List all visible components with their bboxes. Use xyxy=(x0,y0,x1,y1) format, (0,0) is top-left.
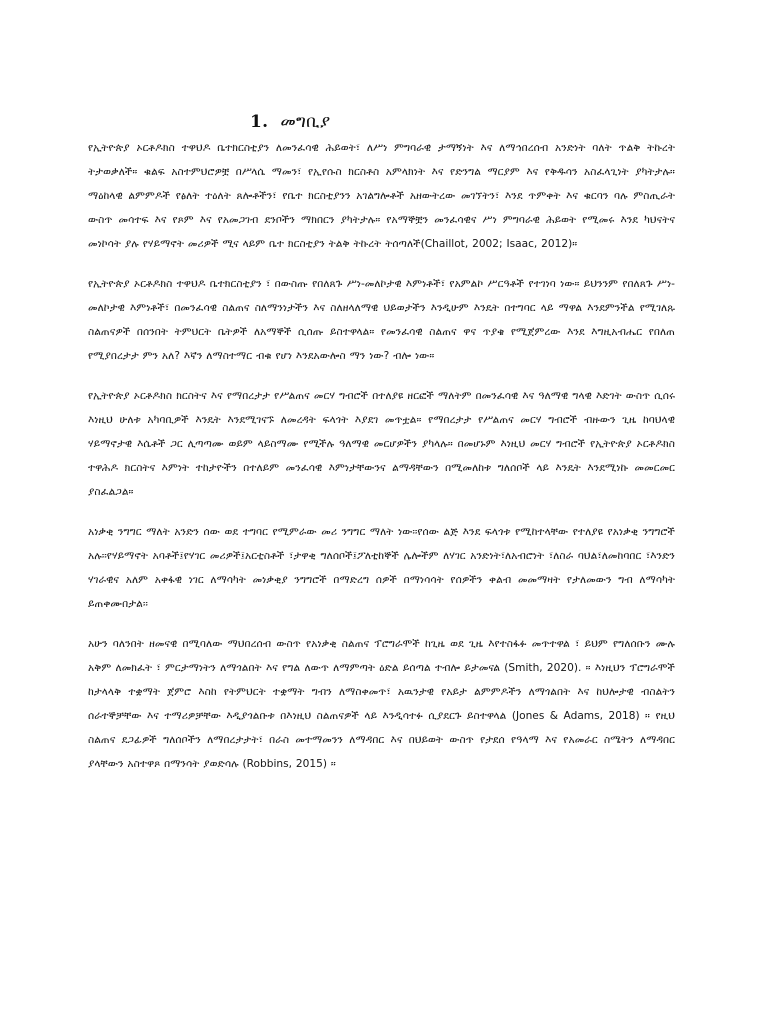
paragraph-2: የኢትዮጵያ ኦርቶዶክስ ተዋህዶ ቤተክርስቲያን ፣ በውስጡ የበለጸጉ ሥነ-መለኮታዊ እምነቶች፣ የአምልኮ ሥርዓቶች የተገነባ ነው። ይህንንም የበለጸጉ ሥነ-መለኮታዊ እምነቶች፣ በመንፈሳዊ ስልጠና ስለማንነታችን እና ስለዘላለማዊ ህይወታችን እንዲሁም እንዴት በተግባር ላይ ማዋል እንደምንችል የሚገለጹ ስልጠናዎች በሰንበት ትምህርት ቤትዎች ለአማኞች ሲሰጡ ይስተዋላል። የመንፈሳዊ ስልጠና ዋና ጥያቄ የሚጀምረው እንደ እግዚአብሔር የበለጠ የሚያበረታታ ምን አለ? እኛን ለማስተማር ብቁ የሆነ እንደአውሎስ ማን ነው? ብሎ ነው። xyxy=(88,278,675,362)
section-title: መግቢያ xyxy=(280,112,331,132)
section-heading xyxy=(250,112,330,132)
paragraph-1: የኢትዮጵያ ኦርቶዶክስ ተዋህዶ ቤተክርስቲያን ለመንፈሳዊ ሕይወት፣ ለሥነ ምግባራዊ ታማኝነት እና ለማኅበረሰብ አንድነት ባለት ጥልቅ ትኩረት ትታወቃለች። ቁልፍ አስተምህሮዎቿ በሥላሴ ማመን፣ የኢየሱስ ክርስቶስ አምላክነት እና የድንግል ማርያም እና የቅዱሳን አስፈላጊነት ያካትታሉ። ማዕከላዊ ልምምዶች የፅለት ተዕለት ጸሎቶችን፣ የቤተ ክርስቲያንን አገልግሎቶች አዘውትረው መገኘትን፣ እንደ ጥምቀት እና ቁርባን ባሉ ምስጢራት ውስጥ መሳተፍ እና የጾም እና የአመጋገብ ደንቦችን ማክበርን ያካትታሉ። የአማኞቿን መንፈሳዊና ሥነ ምግባራዊ ሕይወት የሚመሩ እንደ ካህናትና መነኮሳት ያሉ የሃይማኖት መሪዎች ሚና ላይም ቤተ ክርስቲያን ትልቅ ትኩረት ትሰጣለች(Chaillot, 2002; Isaac, 2012)። xyxy=(88,142,675,250)
paragraph-5: አሁን ባለንበት ዘመናዊ በሚባለው ማህበረሰብ ውስጥ የአነቃቂ ስልጠና ፕሮግራሞች ከጊዜ ወደ ጊዜ እየተስፋፉ መጥተዋል ፣ ይህም የግለሰቡን ሙሉ አቅም ለመክፈት ፣ ምርታማነትን ለማጎልበት እና የግል ለውጥ ለማምጣት ዕድል ይሰጣል ተብሎ ይታመናል (Smith, 2020). ። እነዚህን ፕሮግራሞች ከታላላቅ ተቋማት ጀምሮ እስከ የትምህርት ተቋማት ግብን ለማስቀመጥ፣ አዉንታዊ የአይታ ልምምዶችን ለማጎልበት እና ከህሎታዊ ብስልትን ሰራተኞቻቸው እና ተማሪዎቻቸው እዲያጎልቡቱ በእነዚህ ስልጠናዎች ላይ እንዲሳተፉ ሲያደርጉ ይስተዋላል (Jones & Adams, 2018) ። የዚህ ስልጠና ደጋፊዎች ግለሰቦችን ለማበረታታት፣ በራስ መተማመንን ለማዳበር እና በህይወት ውስጥ የታደሰ የዓላማ እና የአመራር ስሜትን ለማዳበር ያላቸውን አስተዋጾ በማንሳት ያወድሳሉ (Robbins, 2015) ። xyxy=(88,638,675,770)
paragraph-3: የኢትዮጵያ ኦርቶዶክስ ክርስትና እና የማበረታታ የሥልጠና መርሃ ግብሮች በተለያዩ ዘርፎች ማለትም በመንፈሳዊ እና ዓለማዊ ግላዊ እድገት ውስጥ ሲሰሩ እነዚህ ሁለቱ አካባቢዎች እንዴት እንደሚገናኙ ለመረዳት ፍላጎት እያደገ መጥቷል። የማበረታታ የሥልጠና መርሃ ግብሮች ብዙውን ጊዜ ከባህላዊ ሃይማኖታዊ እሴቶች ጋር ሊጣጣሙ ወይም ላይስማሙ የሚችሉ ዓለማዊ መርሆዎችን ያካላሉ። በመሆኑም እነዚህ መርሃ ግብሮች የኢትዮጵያ ኦርቶዶክስ ተዋሕዶ ክርስትና እምነት ተከታዮችን በተለይም መንፈሳዊ እምነታቸውንና ልማዳቸውን በሚመለከቱ ግለሰቦች ላይ እንዴት እንደሚነኩ መመርመር ያስፈልጋል። xyxy=(88,390,675,498)
document-body xyxy=(88,136,675,792)
section-number: 1. xyxy=(250,112,269,132)
paragraph-4: አነቃቂ ንግግር ማለት አንድን ሰው ወደ ተግባር የሚምራው መሪ ንግግር ማለት ነው፡፡የሰው ልጅ እንደ ፍላጎቱ የሚከተላቸው የተለያዩ የአነቃቂ ንግግሮች አሉ፡፡የሃይማኖት አባቶች፤የሃገር መሪዎች፤አርቲስቶች ፣ታዋቂ ግለሰቦች፤ፖለቲከኞች ሌሎችም ለሃገር አንድነት፣ለአብሮነት ፣ለስራ ባህል፣ለመከባበር ፣እንድን ሃገራዊና አለም አቀፋዊ ነገር ለማሳካት መነቃቂያ ንግግሮች በማድረግ ሰዎች በማነሳሳት የሰዎችን ቀልብ መመማዛት የታለመውን ግብ ለማሳካት ይጠቀሙበታል፡፡ xyxy=(88,526,675,610)
